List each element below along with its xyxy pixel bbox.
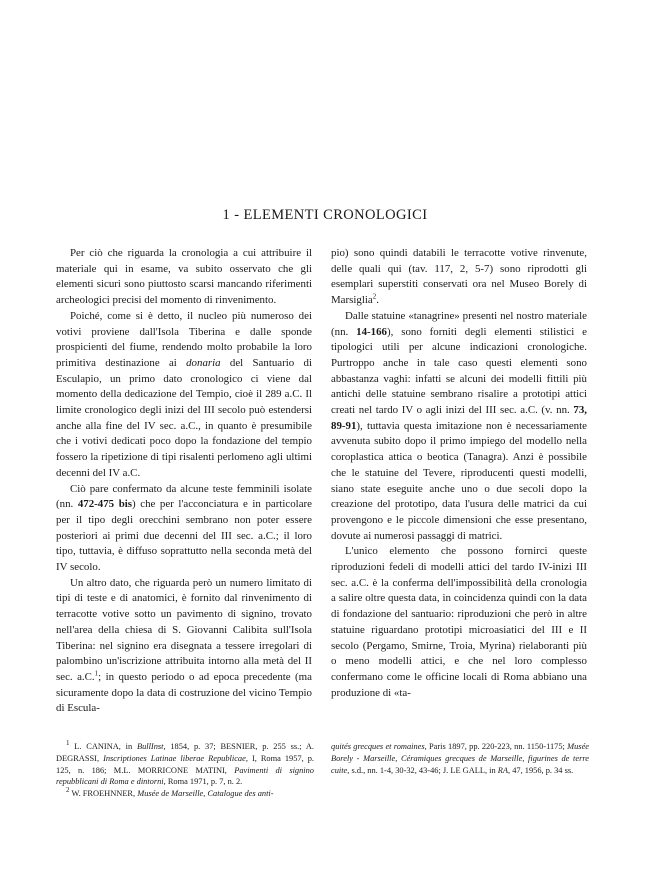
paragraph: Poiché, come si è detto, il nucleo più numeroso dei votivi proviene dall'Isola Tiberina e dalle sponde prospicienti del fiume, rendendo molto probabile la loro primitiva destinazione ai donaria del Santuario di Esculapio, un primo dato cronologico ci viene dal momento della dedicazione del Tempio, cioè il 289 a.C. Il limite cronologico degli inizi del III secolo può estendersi anche alla fine del IV sec. a.C., in quanto è presumibile che i votivi dedicati poco dopo la fondazione del tempio fossero la ripetizione di tipi risalenti perlomeno agli ultimi decenni del IV a.C. bbox=[56, 309, 313, 479]
section-heading: 1 - ELEMENTI CRONOLOGICI bbox=[222, 207, 428, 223]
footnote: $^2$ W. FROEHNNER, Musée de Marseille, Catalogue des anti- bbox=[66, 786, 274, 799]
footnotes-right bbox=[331, 741, 589, 776]
paragraph: Ciò pare confermato da alcune teste femminili isolate (nn. 472-475 bis) che per l'acconciatura e in particolare per il tipo degli orecchini sembrano non poter essere posteriori ai primi due decenni del III sec. a.C.; il loro tipo, tuttavia, è diffuso soprattutto nella seconda metà del IV secolo. bbox=[56, 482, 312, 574]
paragraph: Per ciò che riguarda la cronologia a cui attribuire il materiale qui in esame, va subito osservato che gli elementi sicuri sono piuttosto scarsi mancando riferimenti archeologici precisi del momento di rinvenimento. bbox=[56, 247, 312, 307]
footnote: $^1$ L. CANINA, in BullInst, 1854, p. 37; BESNIER, p. 255 ss.; A. DEGRASSI, Inscriptiones Latinae liberae Republicae, I, Roma 1957, p. 125, n. 186; M.L. MORRICONE MATINI, Pavimenti di signino repubblicani di Roma e dintorni, Roma 1971, p. 7, n. 2. bbox=[56, 739, 314, 787]
paragraph: L'unico elemento che possono fornirci queste riproduzioni fedeli di modelli attici del tardo IV-inizi III sec. a.C. è la conferma dell'impossibilità della cronologia a salire oltre questa data, in coincidenza quindi con la data di fondazione del santuario: riproduzioni che però in altre statuine riguardano prototipi microasiatici del III e II secolo (Pergamo, Smirne, Troia, Myrina) rielaboranti più o meno modelli attici, e che nel loro complesso confermano come le officine locali di Roma abbiano una produzione di «ta- bbox=[331, 545, 587, 699]
paragraph: Un altro dato, che riguarda però un numero limitato di tipi di teste e di anatomici, è fornito dal rinvenimento di terracotte votive sotto un pavimento di signino, trovato nell'area della chiesa di S. Giovanni Calibita sull'Isola Tiberina: nel signino era disegnata a tessere irregolari di palombino un'iscrizione attribuita intorno alla metà del II sec. a.C.$^1$; in questo periodo o ad epoca precedente (ma sicuramente dopo la data di costruzione del vicino Tempio di Escula- bbox=[56, 576, 312, 715]
footnotes-left bbox=[56, 741, 314, 800]
paragraph: pio) sono quindi databili le terracotte votive rinvenute, delle quali qui (tav. 117, 2, 5-7) sono riprodotti gli esemplari superstiti conservati ora nel Museo Borely di Marsiglia$^2$. bbox=[331, 247, 587, 307]
footnote: quités grecques et romaines, Paris 1897, pp. 220-223, nn. 1150-1175; Musée Borely - Marseille, Céramiques grecques de Marseille, figurines de terre cuite, s.d., nn. 1-4, 30-32, 43-46; J. LE GALL, in RA, 47, 1956, p. 34 ss. bbox=[331, 742, 589, 775]
right-column bbox=[331, 246, 587, 701]
left-column bbox=[56, 246, 312, 717]
paragraph: Dalle statuine «tanagrine» presenti nel nostro materiale (nn. 14-166), sono forniti degli elementi stilistici e tipologici utili per alcune indicazioni cronologiche. Purtroppo anche in tale caso questi elementi sono abbastanza vaghi: infatti se alcuni dei modelli fittili più antichi delle statuine sembrano risalire a prototipi attici creati nel tardo IV o agli inizi del III sec. a.C. (v. nn. 73, 89-91), tuttavia questa imitazione non è necessariamente avvenuta subito dopo il primo impiego del modello nella coroplastica attica o beotica (Tanagra). Anzi è possibile che le statuine del Tevere, riproducenti questi modelli, siano state eseguite anche uno o due secoli dopo la creazione del prototipo, data l'usura delle matrici da cui provengono e le piccole dimensioni che esse presentano, dovute ai numerosi passaggi di matrici. bbox=[331, 309, 587, 542]
